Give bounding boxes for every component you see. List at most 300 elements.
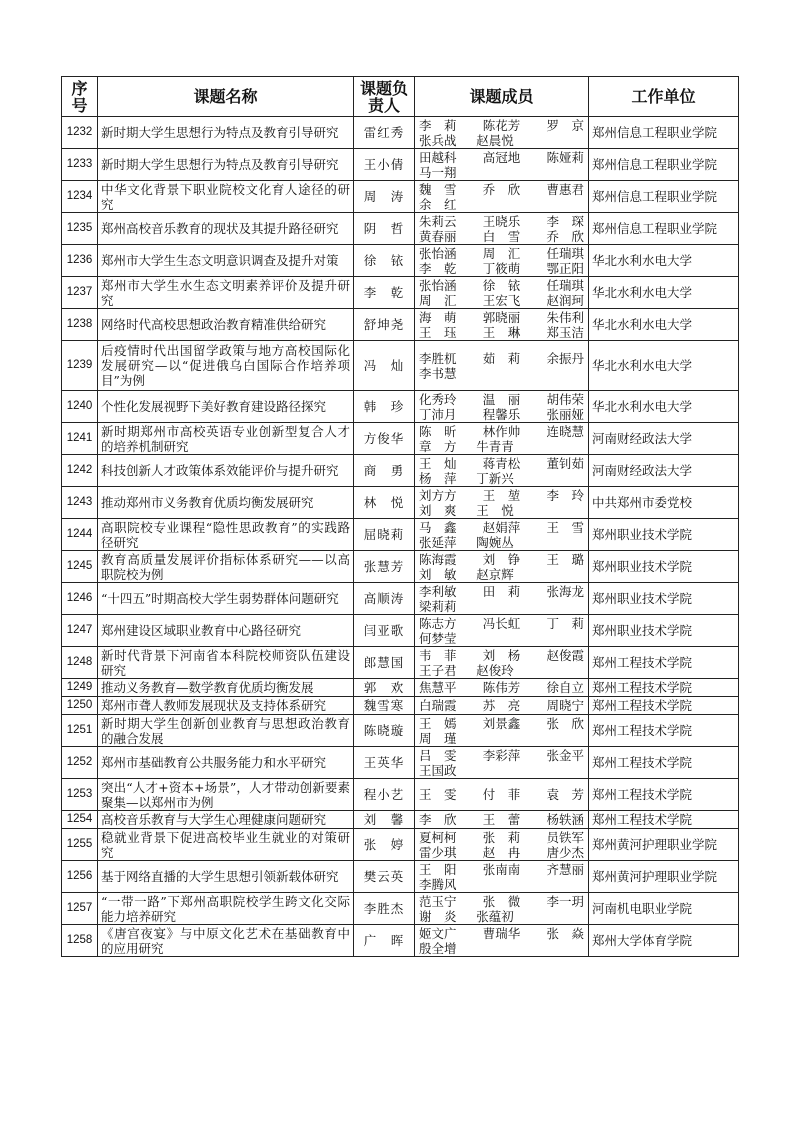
- row-topic: 个性化发展视野下美好教育建设路径探究: [98, 391, 354, 423]
- row-members: [415, 615, 589, 647]
- members-line: [419, 567, 584, 582]
- header-leader: 课题负责人: [354, 77, 415, 117]
- row-members: [415, 309, 589, 341]
- member-name: 董钊茹: [546, 455, 584, 471]
- row-number: 1253: [62, 779, 98, 811]
- member-name: 徐自立: [546, 680, 584, 695]
- member-name: 陈娅莉: [546, 149, 584, 165]
- table-row: [62, 519, 739, 551]
- members-line: [419, 941, 584, 956]
- table-row: [62, 925, 739, 957]
- members-line: [419, 926, 584, 941]
- member-name: 王 雯: [419, 787, 457, 802]
- members-line: [419, 488, 584, 503]
- members-line: [419, 150, 584, 165]
- row-number: 1234: [62, 181, 98, 213]
- row-members: [415, 779, 589, 811]
- row-leader: 李 乾: [354, 277, 415, 309]
- member-name: 赵润珂: [546, 292, 584, 308]
- members-line: [419, 520, 584, 535]
- members-line: [419, 439, 584, 454]
- members-line: [419, 503, 584, 518]
- member-name: 茹 莉: [482, 350, 521, 366]
- member-name: 王 悦: [476, 502, 514, 518]
- member-name: 殷全增: [419, 940, 457, 956]
- member-name: 张丽娅: [546, 406, 584, 422]
- members-line: [419, 229, 584, 244]
- row-unit: 河南财经政法大学: [589, 423, 739, 455]
- row-number: 1244: [62, 519, 98, 551]
- row-topic: 突出“人才+资本+场景”，人才带动创新要素聚集—以郑州市为例: [98, 779, 354, 811]
- row-leader: 徐 铱: [354, 245, 415, 277]
- row-topic: 新时期大学生创新创业教育与思想政治教育的融合发展: [98, 715, 354, 747]
- row-members: [415, 679, 589, 697]
- member-name: 赵俊霞: [546, 647, 584, 663]
- member-name: 张怡涵: [419, 245, 457, 261]
- member-name: 刘景鑫: [482, 715, 521, 731]
- members-line: [419, 862, 584, 877]
- member-name: 韦 菲: [419, 647, 457, 663]
- row-number: 1251: [62, 715, 98, 747]
- member-name: 张兵战: [419, 132, 457, 148]
- row-topic: 基于网络直播的大学生思想引领新载体研究: [98, 861, 354, 893]
- row-unit: 华北水利水电大学: [589, 341, 739, 391]
- row-number: 1250: [62, 697, 98, 715]
- row-number: 1238: [62, 309, 98, 341]
- members-line: [419, 599, 584, 614]
- member-name: 周 瑾: [419, 730, 457, 746]
- member-name: 赵娟萍: [482, 519, 521, 535]
- row-unit: 郑州职业技术学院: [589, 615, 739, 647]
- row-leader: 阴 哲: [354, 213, 415, 245]
- row-leader: 方俊华: [354, 423, 415, 455]
- row-unit: 郑州工程技术学院: [589, 647, 739, 679]
- row-members: [415, 277, 589, 309]
- row-number: 1233: [62, 149, 98, 181]
- member-name: 白瑞霞: [419, 698, 457, 713]
- member-name: 朱伟利: [546, 309, 584, 325]
- member-name: 刘 铮: [482, 551, 521, 567]
- row-members: [415, 551, 589, 583]
- row-members: [415, 893, 589, 925]
- row-members: [415, 583, 589, 615]
- row-number: 1239: [62, 341, 98, 391]
- row-members: [415, 213, 589, 245]
- member-name: 田越科: [419, 149, 457, 165]
- member-name: 徐 铱: [482, 277, 521, 293]
- row-number: 1242: [62, 455, 98, 487]
- row-members: [415, 149, 589, 181]
- row-number: 1255: [62, 829, 98, 861]
- member-name: 连晓慧: [546, 423, 584, 439]
- header-unit: 工作单位: [589, 77, 739, 117]
- member-name: 陈海霞: [419, 551, 457, 567]
- member-name: 王 阳: [419, 861, 457, 877]
- row-topic: 郑州市大学生生态文明意识调查及提升对策: [98, 245, 354, 277]
- members-line: [419, 663, 584, 678]
- table-row: [62, 697, 739, 715]
- table-row: [62, 779, 739, 811]
- member-name: 陈 昕: [419, 423, 457, 439]
- member-name: 王 琳: [482, 324, 521, 340]
- member-name: 魏 雪: [419, 181, 457, 197]
- row-unit: 华北水利水电大学: [589, 309, 739, 341]
- row-topic: 郑州建设区域职业教育中心路径研究: [98, 615, 354, 647]
- row-topic: “十四五”时期高校大学生弱势群体问题研究: [98, 583, 354, 615]
- row-unit: 郑州信息工程职业学院: [589, 117, 739, 149]
- row-number: 1247: [62, 615, 98, 647]
- table-row: [62, 181, 739, 213]
- member-name: 周 汇: [419, 292, 457, 308]
- row-number: 1258: [62, 925, 98, 957]
- member-name: 周晓宁: [546, 698, 584, 713]
- row-unit: 华北水利水电大学: [589, 245, 739, 277]
- table-row: [62, 861, 739, 893]
- table-row: [62, 893, 739, 925]
- member-name: 何梦莹: [419, 630, 457, 646]
- member-name: 雷少琪: [419, 844, 457, 860]
- row-unit: 郑州工程技术学院: [589, 697, 739, 715]
- row-unit: 河南机电职业学院: [589, 893, 739, 925]
- members-line: [419, 214, 584, 229]
- row-leader: 魏雪寒: [354, 697, 415, 715]
- members-line: [419, 310, 584, 325]
- members-line: [419, 648, 584, 663]
- member-name: 张金平: [546, 747, 584, 763]
- member-name: 姬文广: [419, 925, 457, 941]
- row-topic: 中华文化背景下职业院校文化育人途径的研究: [98, 181, 354, 213]
- row-topic: 郑州市大学生水生态文明素养评价及提升研究: [98, 277, 354, 309]
- row-unit: 华北水利水电大学: [589, 391, 739, 423]
- members-line: [419, 197, 584, 212]
- row-unit: 郑州工程技术学院: [589, 779, 739, 811]
- row-number: 1243: [62, 487, 98, 519]
- row-leader: 陈晓璇: [354, 715, 415, 747]
- member-name: 刘 敏: [419, 566, 457, 582]
- member-name: 周 汇: [482, 245, 521, 261]
- members-line: [419, 165, 584, 180]
- row-number: 1257: [62, 893, 98, 925]
- row-leader: 李胜杰: [354, 893, 415, 925]
- member-name: 焦慧平: [419, 680, 457, 695]
- row-leader: 张慧芳: [354, 551, 415, 583]
- members-line: [419, 293, 584, 308]
- row-leader: 冯 灿: [354, 341, 415, 391]
- row-leader: 周 涛: [354, 181, 415, 213]
- row-leader: 商 勇: [354, 455, 415, 487]
- member-name: 罗 京: [546, 117, 584, 133]
- row-leader: 程小艺: [354, 779, 415, 811]
- row-number: 1246: [62, 583, 98, 615]
- table-row: [62, 551, 739, 583]
- row-topic: 网络时代高校思想政治教育精准供给研究: [98, 309, 354, 341]
- row-leader: 闫亚歌: [354, 615, 415, 647]
- member-name: 王 雪: [546, 519, 584, 535]
- member-name: 李 乾: [419, 260, 457, 276]
- table-body: [62, 117, 739, 957]
- members-line: [419, 535, 584, 550]
- table-row: [62, 213, 739, 245]
- member-name: 李腾风: [419, 876, 457, 892]
- row-number: 1256: [62, 861, 98, 893]
- row-number: 1240: [62, 391, 98, 423]
- row-members: [415, 391, 589, 423]
- row-members: [415, 811, 589, 829]
- member-name: 王国政: [419, 762, 457, 778]
- row-number: 1241: [62, 423, 98, 455]
- table-row: [62, 423, 739, 455]
- member-name: 张 莉: [482, 829, 521, 845]
- row-members: [415, 519, 589, 551]
- row-number: 1236: [62, 245, 98, 277]
- member-name: 丁沛月: [419, 406, 457, 422]
- members-line: [419, 456, 584, 471]
- member-name: 郑玉洁: [546, 324, 584, 340]
- member-name: 胡伟荣: [546, 391, 584, 407]
- table-row: [62, 455, 739, 487]
- table-row: [62, 811, 739, 829]
- members-line: [419, 118, 584, 133]
- member-name: 余 红: [419, 196, 457, 212]
- row-leader: 樊云英: [354, 861, 415, 893]
- member-name: 蒋青松: [482, 455, 521, 471]
- members-line: [419, 845, 584, 860]
- member-name: 化秀玲: [419, 391, 457, 407]
- row-members: [415, 117, 589, 149]
- member-name: 李 玲: [546, 487, 584, 503]
- row-unit: 郑州黄河护理职业学院: [589, 861, 739, 893]
- member-name: 刘方方: [419, 487, 457, 503]
- member-name: 夏柯柯: [419, 829, 457, 845]
- member-name: 李 琛: [546, 213, 584, 229]
- row-members: [415, 697, 589, 715]
- member-name: 员铁军: [546, 829, 584, 845]
- member-name: 张延萍: [419, 534, 457, 550]
- member-name: 郭晓丽: [482, 309, 521, 325]
- member-name: 林作帅: [482, 423, 521, 439]
- members-line: [419, 787, 584, 802]
- row-topic: 郑州市基础教育公共服务能力和水平研究: [98, 747, 354, 779]
- row-topic: “一带一路”下郑州高职院校学生跨文化交际能力培养研究: [98, 893, 354, 925]
- table-row: [62, 117, 739, 149]
- member-name: 刘 爽: [419, 502, 457, 518]
- members-line: [419, 366, 584, 381]
- member-name: 田 莉: [482, 583, 521, 599]
- row-members: [415, 455, 589, 487]
- member-name: 冯长虹: [482, 615, 521, 631]
- member-name: 李 莉: [419, 117, 457, 133]
- row-topic: 《唐宫夜宴》与中原文化艺术在基础教育中的应用研究: [98, 925, 354, 957]
- member-name: 黄春丽: [419, 228, 457, 244]
- table-row: [62, 309, 739, 341]
- row-number: 1232: [62, 117, 98, 149]
- member-name: 陈志方: [419, 615, 457, 631]
- members-line: [419, 748, 584, 763]
- members-line: [419, 894, 584, 909]
- member-name: 吕 雯: [419, 747, 457, 763]
- members-line: [419, 351, 584, 366]
- header-topic: 课题名称: [98, 77, 354, 117]
- member-name: 李彩萍: [482, 747, 521, 763]
- members-line: [419, 246, 584, 261]
- members-line: [419, 763, 584, 778]
- row-unit: 郑州职业技术学院: [589, 551, 739, 583]
- row-topic: 新时代背景下河南省本科院校师资队伍建设研究: [98, 647, 354, 679]
- member-name: 鄂正阳: [546, 260, 584, 276]
- table-row: [62, 341, 739, 391]
- table-row: [62, 277, 739, 309]
- member-name: 任瑞琪: [546, 245, 584, 261]
- row-members: [415, 747, 589, 779]
- table-row: [62, 715, 739, 747]
- member-name: 张怡涵: [419, 277, 457, 293]
- row-number: 1245: [62, 551, 98, 583]
- table-header-row: [62, 77, 739, 117]
- member-name: 白 雪: [482, 228, 521, 244]
- member-name: 李利敏: [419, 583, 457, 599]
- row-topic: 稳就业背景下促进高校毕业生就业的对策研究: [98, 829, 354, 861]
- row-unit: 郑州信息工程职业学院: [589, 213, 739, 245]
- row-topic: 推动义务教育—数学教育优质均衡发展: [98, 679, 354, 697]
- table-row: [62, 391, 739, 423]
- row-unit: 郑州职业技术学院: [589, 519, 739, 551]
- row-members: [415, 829, 589, 861]
- members-line: [419, 278, 584, 293]
- member-name: 曹惠君: [546, 181, 584, 197]
- member-name: 马一翔: [419, 164, 457, 180]
- member-name: 曹瑞华: [482, 925, 521, 941]
- member-name: 张海龙: [546, 583, 584, 599]
- members-line: [419, 812, 584, 827]
- members-line: [419, 392, 584, 407]
- members-line: [419, 716, 584, 731]
- members-line: [419, 909, 584, 924]
- row-number: 1237: [62, 277, 98, 309]
- row-topic: 郑州高校音乐教育的现状及其提升路径研究: [98, 213, 354, 245]
- member-name: 王子君: [419, 662, 457, 678]
- member-name: 丁 莉: [546, 615, 584, 631]
- row-topic: 郑州市聋人教师发展现状及支持体系研究: [98, 697, 354, 715]
- member-name: 张 微: [482, 893, 521, 909]
- row-leader: 雷红秀: [354, 117, 415, 149]
- row-members: [415, 423, 589, 455]
- row-unit: 郑州工程技术学院: [589, 679, 739, 697]
- member-name: 牛青青: [476, 438, 514, 454]
- member-name: 李胜杌: [419, 350, 457, 366]
- row-leader: 郭 欢: [354, 679, 415, 697]
- row-members: [415, 487, 589, 519]
- member-name: 王晓乐: [482, 213, 521, 229]
- row-leader: 舒坤尧: [354, 309, 415, 341]
- row-unit: 郑州工程技术学院: [589, 811, 739, 829]
- members-line: [419, 680, 584, 695]
- header-no: 序号: [62, 77, 98, 117]
- member-name: 乔 欣: [482, 181, 521, 197]
- member-name: 张 焱: [546, 925, 584, 941]
- member-name: 任瑞琪: [546, 277, 584, 293]
- row-leader: 王小倩: [354, 149, 415, 181]
- header-members: 课题成员: [415, 77, 589, 117]
- member-name: 章 方: [419, 438, 457, 454]
- member-name: 齐慧丽: [546, 861, 584, 877]
- row-topic: 教育高质量发展评价指标体系研究——以高职院校为例: [98, 551, 354, 583]
- member-name: 高冠地: [482, 149, 521, 165]
- row-members: [415, 245, 589, 277]
- row-leader: 张 婷: [354, 829, 415, 861]
- member-name: 王 堃: [482, 487, 521, 503]
- member-name: 谢 炎: [419, 908, 457, 924]
- row-unit: 河南财经政法大学: [589, 455, 739, 487]
- row-topic: 科技创新人才政策体系效能评价与提升研究: [98, 455, 354, 487]
- member-name: 陶婉丛: [476, 534, 514, 550]
- row-number: 1248: [62, 647, 98, 679]
- project-table: [61, 76, 739, 957]
- member-name: 刘 杨: [482, 647, 521, 663]
- member-name: 李书慧: [419, 365, 457, 381]
- member-name: 王 蕾: [482, 812, 521, 827]
- member-name: 赵俊玲: [476, 662, 514, 678]
- row-unit: 郑州职业技术学院: [589, 583, 739, 615]
- table-row: [62, 829, 739, 861]
- member-name: 王 珏: [419, 324, 457, 340]
- member-name: 余振丹: [546, 350, 584, 366]
- table-row: [62, 149, 739, 181]
- row-leader: 韩 珍: [354, 391, 415, 423]
- row-topic: 推动郑州市义务教育优质均衡发展研究: [98, 487, 354, 519]
- member-name: 梁莉莉: [419, 598, 457, 614]
- member-name: 赵京辉: [476, 566, 514, 582]
- member-name: 李一玥: [546, 893, 584, 909]
- row-unit: 郑州信息工程职业学院: [589, 181, 739, 213]
- members-line: [419, 133, 584, 148]
- row-members: [415, 861, 589, 893]
- row-topic: 后疫情时代出国留学政策与地方高校国际化发展研究—以“促进俄乌白国际合作培养项目”为例: [98, 341, 354, 391]
- member-name: 王 灿: [419, 455, 457, 471]
- member-name: 张 欣: [546, 715, 584, 731]
- member-name: 丁新兴: [476, 470, 514, 486]
- member-name: 苏 亮: [482, 698, 521, 713]
- row-topic: 高校音乐教育与大学生心理健康问题研究: [98, 811, 354, 829]
- member-name: 王宏飞: [482, 292, 521, 308]
- members-line: [419, 631, 584, 646]
- member-name: 丁筱萌: [482, 260, 521, 276]
- member-name: 付 菲: [482, 787, 521, 802]
- member-name: 张蕴初: [476, 908, 514, 924]
- row-members: [415, 925, 589, 957]
- row-leader: 广 晖: [354, 925, 415, 957]
- member-name: 王 璐: [546, 551, 584, 567]
- members-line: [419, 407, 584, 422]
- members-line: [419, 182, 584, 197]
- members-line: [419, 584, 584, 599]
- table-row: [62, 583, 739, 615]
- members-line: [419, 261, 584, 276]
- table-row: [62, 615, 739, 647]
- row-leader: 刘 馨: [354, 811, 415, 829]
- table-row: [62, 647, 739, 679]
- member-name: 杨 萍: [419, 470, 457, 486]
- member-name: 范玉宁: [419, 893, 457, 909]
- member-name: 张南南: [482, 861, 521, 877]
- row-unit: 郑州工程技术学院: [589, 715, 739, 747]
- row-members: [415, 181, 589, 213]
- member-name: 马 鑫: [419, 519, 457, 535]
- member-name: 朱莉云: [419, 213, 457, 229]
- row-unit: 郑州黄河护理职业学院: [589, 829, 739, 861]
- row-number: 1249: [62, 679, 98, 697]
- row-leader: 王英华: [354, 747, 415, 779]
- row-leader: 高顺涛: [354, 583, 415, 615]
